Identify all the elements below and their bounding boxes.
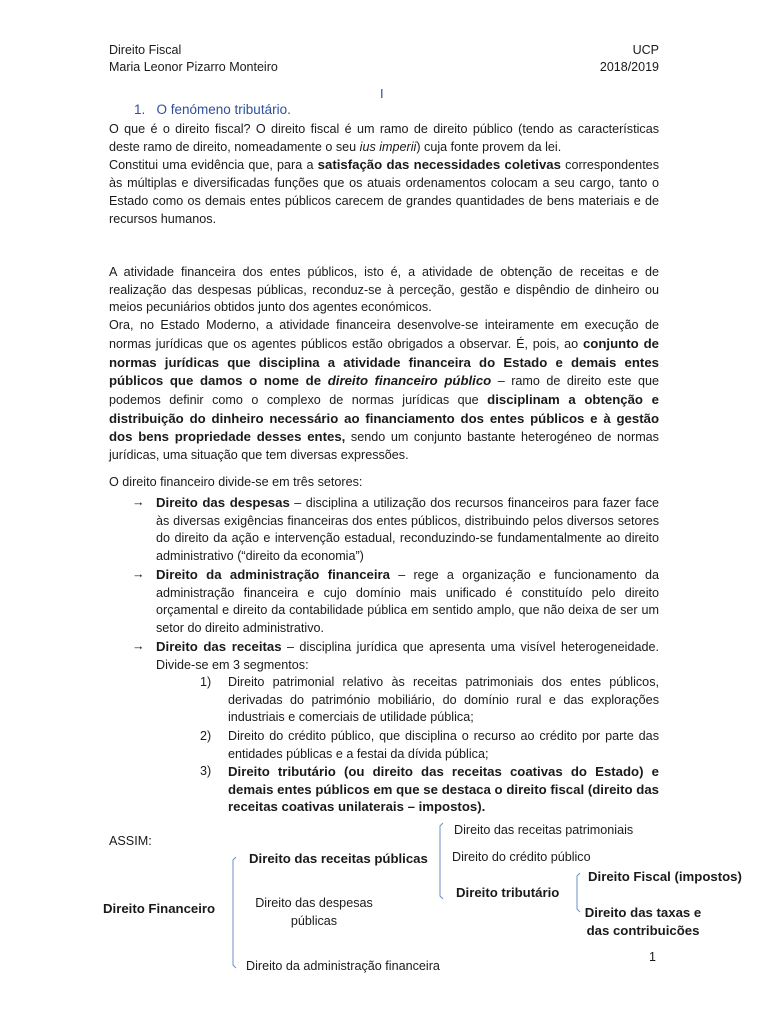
arrow-icon: →	[132, 639, 145, 653]
sectors-intro: O direito financeiro divide-se em três setores:	[109, 475, 363, 489]
diagram-administracao: Direito da administração financeira	[246, 959, 440, 973]
arrow-icon: →	[132, 567, 145, 581]
assim-label: ASSIM:	[109, 834, 152, 848]
academic-year: 2018/2019	[599, 60, 659, 74]
sector-item: → Direito da administração financeira – rege a organização e funcionamento da administração financeira e cujo domínio mais unificado é constituído pelo direito orçamental e direito da contabilidade pública em sentido amplo, que não deixa de ser um setor do direito administrativo.	[132, 567, 659, 636]
diagram-despesas: Direito das despesas públicas	[255, 896, 373, 928]
segment-item: 2) Direito do crédito público, que disciplina o recurso ao crédito por parte das entidades públicas e a festai da dívida pública;	[200, 729, 659, 761]
activity-paragraph-1: A atividade financeira dos entes públicos, isto é, a atividade de obtenção de receitas e de realização das despesas públicas, reconduz-se à perceção, gestão e dispêndio de dinheiro ou meios pecuniários obtidos junto dos agentes económicos.	[109, 265, 659, 315]
intro-paragraph-1: O que é o direito fiscal? O direito fiscal é um ramo de direito público (tendo as características deste ramo de direito, nomeadamente o seu ius imperii) cuja fonte provem da lei.	[109, 122, 659, 154]
sector-item: → Direito das receitas – disciplina jurídica que apresenta uma visível heterogeneidade. Divide-se em 3 segmentos:	[132, 639, 659, 672]
diagram-receitas-publicas: Direito das receitas públicas	[249, 851, 428, 866]
chapter-number: I	[380, 86, 384, 101]
arrow-icon: →	[132, 495, 145, 509]
diagram-fiscal: Direito Fiscal (impostos)	[588, 869, 742, 884]
sector-item: → Direito das despesas – disciplina a utilização dos recursos financeiros para fazer face às diversas exigências financeiras dos entes públicos, distribuindo pelos diversos setores do direito da ação e intervenção estadual, reconduzindo-se fundamentalmente ao direito administrativo (“direito da economia”)	[132, 495, 659, 564]
institution: UCP	[632, 43, 659, 57]
section-heading: 1. O fenómeno tributário.	[134, 102, 291, 117]
bracket-receitas	[440, 823, 443, 899]
diagram-tributario: Direito tributário	[456, 885, 560, 900]
diagram-root: Direito Financeiro	[103, 901, 216, 916]
segment-item: 3) Direito tributário (ou direito das receitas coativas do Estado) e demais entes públicos em que se destaca o direito fiscal (direito das receitas coativas unilaterais – impostos).	[200, 764, 659, 815]
segment-item: 1) Direito patrimonial relativo às receitas patrimoniais dos entes públicos, derivadas do património mobiliário, do domínio rural e das explorações industriais e comerciais de utilidade pública;	[200, 675, 659, 725]
course-title: Direito Fiscal	[109, 43, 182, 57]
ius-imperii: ius imperii	[359, 139, 417, 154]
diagram-taxas: Direito das taxas e das contribuicões	[584, 905, 702, 938]
diagram-credito-publico: Direito do crédito público	[452, 850, 591, 864]
diagram-receitas-patrimoniais: Direito das receitas patrimoniais	[454, 823, 634, 837]
bracket-root	[233, 857, 236, 968]
author-name: Maria Leonor Pizarro Monteiro	[109, 60, 278, 74]
intro-paragraph-2: Constitui uma evidência que, para a satisfação das necessidades coletivas correspondentes às múltiplas e diversificadas funções que os atuais ordenamentos colocam a seu cargo, tanto o Estado como os demais entes públicos carecem de grandes quantidades de bens materiais e de recursos humanos.	[109, 157, 659, 226]
activity-paragraph-2: Ora, no Estado Moderno, a atividade financeira desenvolve-se inteiramente em execução de normas jurídicas que os agentes públicos estão obrigados a observar. É, pois, ao conjunto de normas jurídicas que disciplina a atividade financeira do Estado e demais entes públicos que damos o nome de direito financeiro público – ramo de direito este que podemos definir como o complexo de normas jurídicas que disciplinam a obtenção e distribuição do dinheiro necessário ao financiamento dos entes públicos e à gestão dos bens propriedade desses entes, sendo um conjunto bastante heterogéneo de normas jurídicas, uma situação que tem diversas expressões.	[109, 318, 659, 463]
page-number: 1	[649, 950, 656, 964]
